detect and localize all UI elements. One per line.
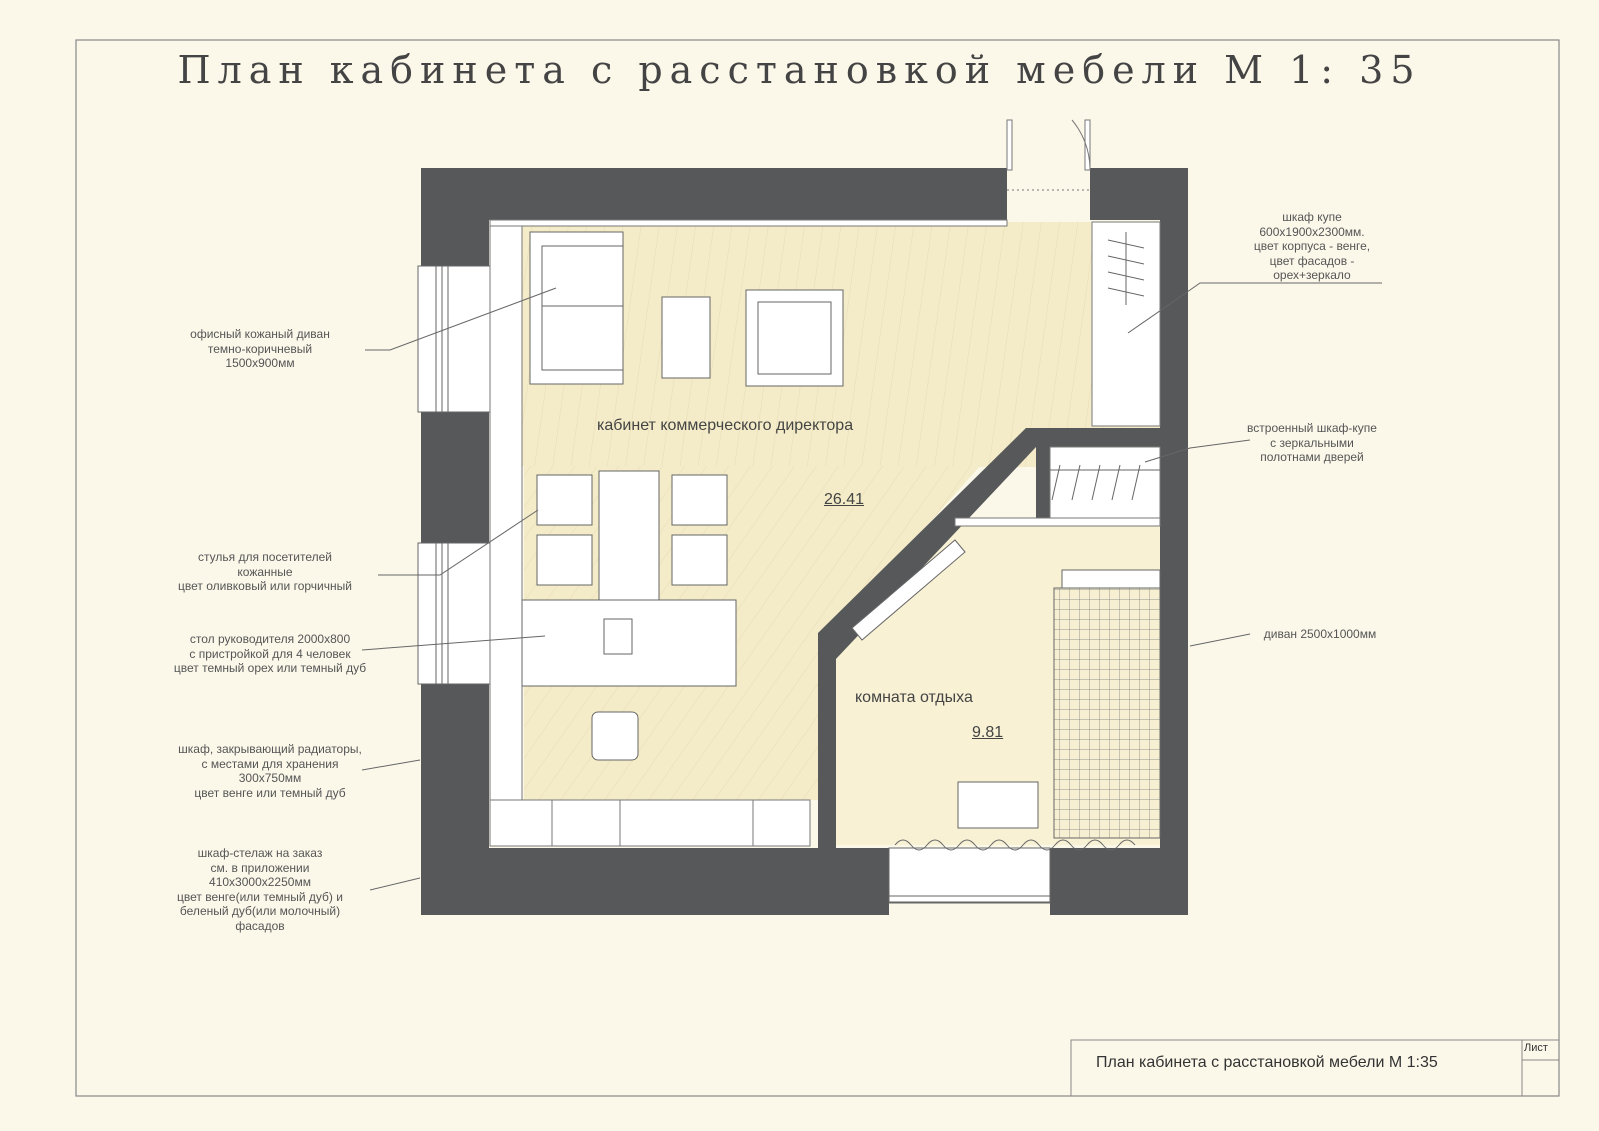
label-built-in-wardrobe: встроенный шкаф-купе с зеркальными полотнами дверей: [1247, 421, 1377, 464]
entrance-door: [1007, 120, 1090, 190]
stamp-sheet-label: Лист: [1524, 1042, 1548, 1054]
label-lounge-sofa: диван 2500х1000мм: [1263, 627, 1377, 641]
desk-extension: [599, 471, 659, 601]
visitor-chair-3: [672, 475, 727, 525]
label-wardrobe: шкаф купе 600х1900х2300мм. цвет корпуса - венге, цвет фасадов - орех+зеркало: [1253, 210, 1371, 282]
lounge-room-name: комната отдыха: [855, 689, 973, 706]
lounge-area: 9.81: [972, 724, 1004, 741]
office-area: 26.41: [824, 491, 865, 508]
visitor-chair-1: [537, 475, 592, 525]
visitor-chair-4: [672, 535, 727, 585]
window-bottom: [889, 848, 1050, 903]
coffee-table: [662, 297, 710, 378]
built-in-wardrobe: [1050, 447, 1160, 525]
top-strip: [490, 220, 1007, 226]
shelving-cabinet: [490, 800, 810, 846]
label-office-sofa: офисный кожаный диван темно-коричневый 1500х900мм: [190, 327, 330, 370]
lounge-table: [958, 782, 1038, 828]
stamp-title: План кабинета с расстановкой мебели М 1:35: [1096, 1054, 1438, 1071]
label-chairs: стулья для посетителей кожанные цвет оливковый или горчичный: [178, 550, 352, 593]
visitor-chair-2: [537, 535, 592, 585]
lounge-sofa: [1054, 588, 1160, 838]
radiator-cabinet-left: [490, 222, 522, 800]
window-left-upper: [418, 266, 490, 412]
drawing-title: План кабинета с расстановкой мебели М 1: 35: [177, 48, 1422, 92]
label-desk: стол руководителя 2000х800 с пристройкой для 4 человек цвет темный орех или темный дуб: [173, 632, 367, 675]
office-room-name: кабинет коммерческого директора: [597, 417, 854, 434]
label-radiator-cabinet: шкаф, закрывающий радиаторы, с местами для хранения 300х750мм цвет венге или темный дуб: [178, 742, 362, 800]
window-left-lower: [418, 543, 490, 684]
laptop: [604, 619, 632, 654]
label-shelving: шкаф-стелаж на заказ см. в приложении 410х3000х2250мм цвет венге(или темный дуб) и беленый дуб(или молочный) фасадов: [177, 846, 343, 933]
executive-chair: [592, 712, 638, 760]
